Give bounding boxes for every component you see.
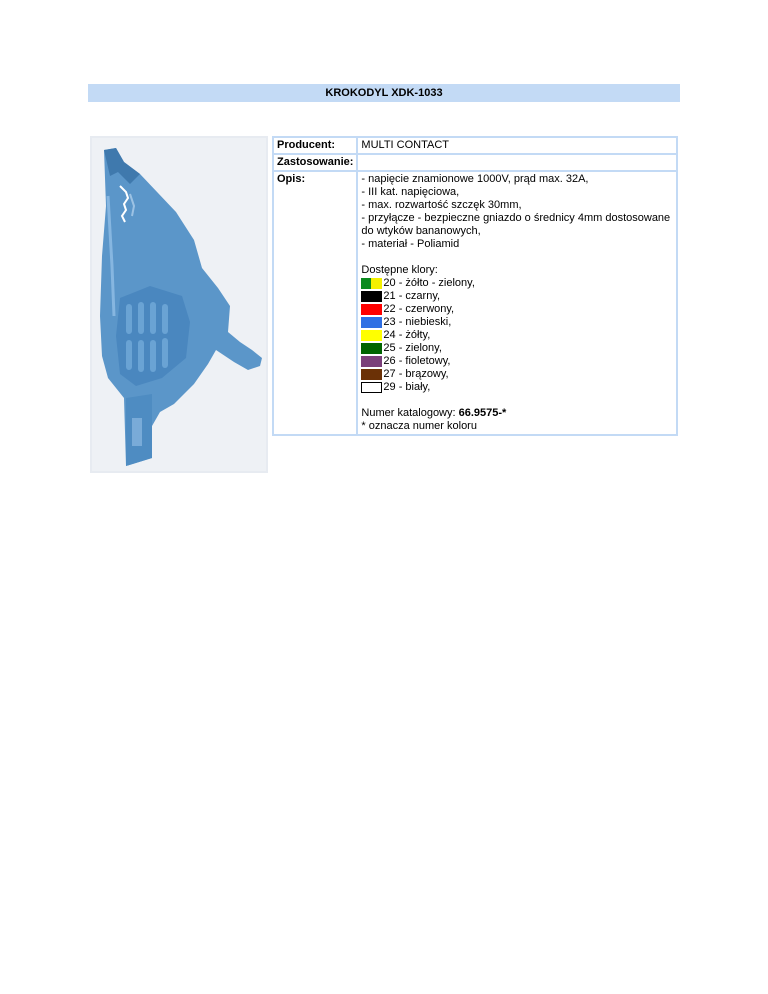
producer-row [274,138,676,153]
color-label: 27 - brązowy, [383,368,449,380]
producer-label: Producent: [274,138,356,153]
usage-row [274,155,676,170]
color-swatch [361,278,382,289]
description-lines [361,173,673,251]
color-row [361,303,673,316]
description-label: Opis: [274,172,356,434]
description-row [274,172,676,434]
color-swatch [361,330,382,341]
available-colors [361,264,673,394]
color-label: 25 - zielony, [383,342,442,354]
color-label: 26 - fioletowy, [383,355,451,367]
color-swatch [361,304,382,315]
color-label: 22 - czerwony, [383,303,455,315]
catalog-number: 66.9575-* [458,407,507,419]
alligator-clip-photo [90,136,268,473]
color-label: 23 - niebieski, [383,316,452,328]
color-label: 20 - żółto - zielony, [383,277,475,289]
color-row [361,355,673,368]
color-row [361,277,673,290]
color-swatch [361,369,382,380]
color-row [361,329,673,342]
product-spec-table [272,136,678,436]
catalog-number-line [361,407,673,420]
color-label: 21 - czarny, [383,290,441,302]
description-line: - materiał - Poliamid [361,238,460,250]
color-row [361,342,673,355]
usage-value [358,155,676,170]
producer-value: MULTI CONTACT [358,138,676,153]
description-line: - przyłącze - bezpieczne gniazdo o średnicy 4mm dostosowane do wtyków bananowych, [361,212,671,237]
usage-label: Zastosowanie: [274,155,356,170]
color-label: 24 - żółty, [383,329,431,341]
color-row [361,316,673,329]
description-cell [358,172,676,434]
color-swatch [361,356,382,367]
description-line: - III kat. napięciowa, [361,186,460,198]
description-line: - napięcie znamionowe 1000V, prąd max. 32A, [361,173,589,185]
catalog-note: * oznacza numer koloru [361,420,477,432]
colors-heading: Dostępne klory: [361,264,438,276]
color-swatch [361,317,382,328]
color-swatch [361,291,382,302]
color-label: 29 - biały, [383,381,431,393]
color-row [361,290,673,303]
color-swatch [361,343,382,354]
color-row [361,368,673,381]
color-row [361,381,673,394]
document-title: KROKODYL XDK-1033 [88,84,680,102]
color-swatch [361,382,382,393]
description-line: - max. rozwartość szczęk 30mm, [361,199,522,211]
catalog-prefix: Numer katalogowy: [361,407,459,419]
